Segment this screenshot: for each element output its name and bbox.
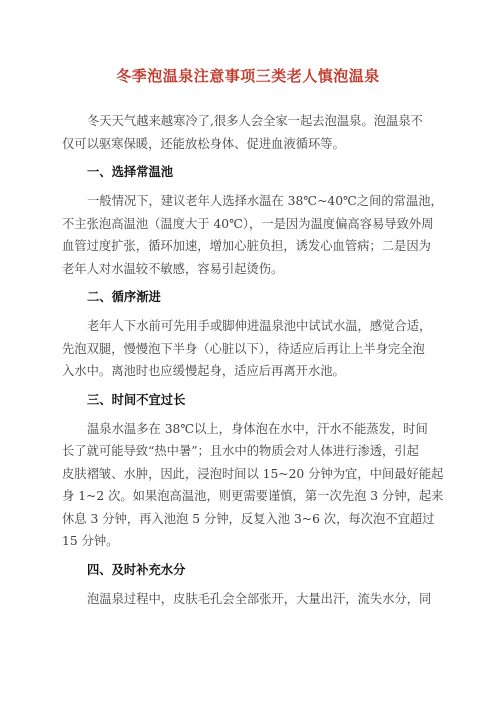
text-line: 冬天天气越来越寒冷了,很多人会全家一起去泡温泉。泡温泉不 xyxy=(87,114,423,128)
document-title: 冬季泡温泉注意事项三类老人慎泡温泉 xyxy=(116,67,380,85)
text-line: 先泡双腿，慢慢泡下半身（心脏以下），待适应后再让上半身完全泡 xyxy=(62,341,425,356)
text-line: 皮肤褶皱、水肿，因此，浸泡时间以 15~20 分钟为宜，中间最好能起 xyxy=(62,466,444,481)
text-line: 长了就可能导致“热中暑”；且水中的物质会对人体进行渗透，引起 xyxy=(62,444,419,458)
text-line: 泡温泉过程中，皮肤毛孔会全部张开，大量出汗，流失水分，同 xyxy=(87,591,432,606)
text-line: 仅可以驱寒保暖，还能放松身体、促进血液循环等。 xyxy=(62,136,345,151)
text-line: 血管过度扩张，循环加速，增加心脏负担，诱发心血管病；二是因为 xyxy=(62,239,431,253)
section-heading: 二、循序渐进 xyxy=(87,289,161,304)
text-line: 入水中。离池时也应缓慢起身，适应后再离开水池。 xyxy=(62,364,345,378)
section-paragraph xyxy=(62,588,436,611)
section-paragraph xyxy=(62,190,443,280)
intro-paragraph xyxy=(62,110,436,155)
text-line: 15 分钟。 xyxy=(62,534,119,548)
text-line: 身 1~2 次。如果泡高温池，则更需要谨慎，第一次先泡 3 分钟，起来 xyxy=(62,489,444,503)
text-line: 一般情况下，建议老年人选择水温在 38℃~40℃之间的常温池， xyxy=(87,194,443,208)
section-paragraph xyxy=(62,418,444,553)
section-paragraph xyxy=(62,315,436,383)
section-heading: 四、及时补充水分 xyxy=(87,561,186,577)
section-heading: 三、时间不宜过长 xyxy=(87,391,186,407)
document-body xyxy=(62,110,444,610)
text-line: 老年人下水前可先用手或脚伸进温泉池中试试水温，感觉合适， xyxy=(87,319,432,333)
section-heading: 一、选择常温池 xyxy=(87,164,174,179)
text-line: 不主张泡高温池（温度大于 40℃），一是因为温度偏高容易导致外周 xyxy=(62,216,434,231)
text-line: 休息 3 分钟，再入池泡 5 分钟，反复入池 3~6 次，每次泡不宜超过 xyxy=(62,511,435,526)
text-line: 老年人对水温较不敏感，容易引起烫伤。 xyxy=(62,261,284,276)
text-line: 温泉水温多在 38℃以上，身体泡在水中，汗水不能蒸发，时间 xyxy=(87,421,428,436)
